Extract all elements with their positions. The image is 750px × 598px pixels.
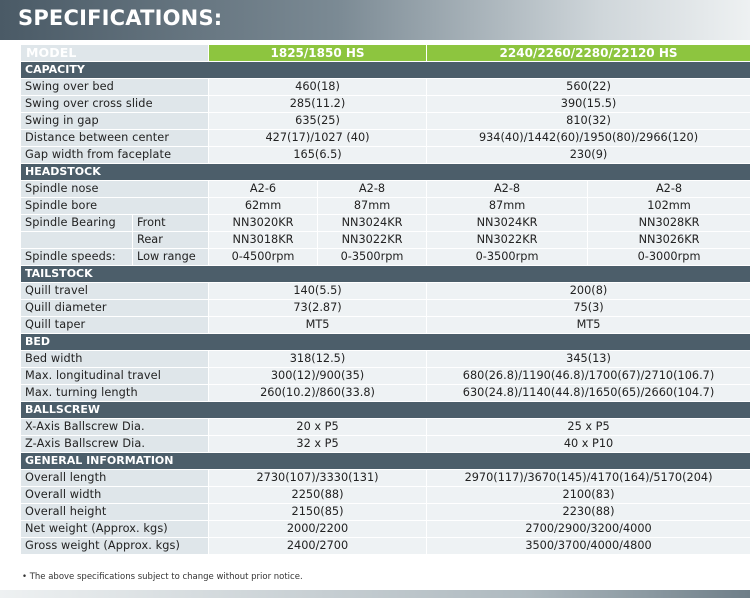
section-heading: BED — [21, 334, 750, 351]
row-label: Quill taper — [21, 317, 209, 334]
value-cell: NN3018KR — [209, 232, 318, 249]
value-col1: 2000/2200 — [209, 521, 427, 538]
table-row — [21, 232, 750, 249]
row-label: Spindle speeds: — [21, 249, 133, 266]
model-header-row — [21, 45, 750, 62]
table-row — [21, 317, 750, 334]
model-label: MODEL — [21, 45, 209, 62]
value-cell: NN3026KR — [588, 232, 750, 249]
table-row — [21, 521, 750, 538]
value-col2: MT5 — [427, 317, 750, 334]
row-sublabel: Rear — [133, 232, 209, 249]
value-cell: NN3024KR — [427, 215, 588, 232]
value-col2: 25 x P5 — [427, 419, 750, 436]
value-col1: 635(25) — [209, 113, 427, 130]
value-col2: 2100(83) — [427, 487, 750, 504]
value-col1: 20 x P5 — [209, 419, 427, 436]
value-cell: A2-8 — [588, 181, 750, 198]
row-label: Bed width — [21, 351, 209, 368]
value-col1: 2250(88) — [209, 487, 427, 504]
row-label: X-Axis Ballscrew Dia. — [21, 419, 209, 436]
value-col2: 3500/3700/4000/4800 — [427, 538, 750, 555]
value-col1: 427(17)/1027 (40) — [209, 130, 427, 147]
table-row — [21, 300, 750, 317]
value-col1: 260(10.2)/860(33.8) — [209, 385, 427, 402]
table-row — [21, 436, 750, 453]
section-heading-row — [21, 402, 750, 419]
value-col2: 40 x P10 — [427, 436, 750, 453]
table-row — [21, 385, 750, 402]
section-heading-row — [21, 334, 750, 351]
section-heading: GENERAL INFORMATION — [21, 453, 750, 470]
row-label: Swing in gap — [21, 113, 209, 130]
value-cell: 87mm — [427, 198, 588, 215]
value-cell: NN3022KR — [318, 232, 427, 249]
value-cell: 0-3500rpm — [318, 249, 427, 266]
value-col1: 2150(85) — [209, 504, 427, 521]
row-label: Quill travel — [21, 283, 209, 300]
table-row — [21, 181, 750, 198]
section-heading: HEADSTOCK — [21, 164, 750, 181]
value-cell: A2-6 — [209, 181, 318, 198]
value-cell: 0-3500rpm — [427, 249, 588, 266]
value-col1: 2730(107)/3330(131) — [209, 470, 427, 487]
value-col1: 165(6.5) — [209, 147, 427, 164]
row-label: Max. longitudinal travel — [21, 368, 209, 385]
table-row — [21, 147, 750, 164]
value-col2: 2970(117)/3670(145)/4170(164)/5170(204) — [427, 470, 750, 487]
value-col1: 285(11.2) — [209, 96, 427, 113]
table-row — [21, 249, 750, 266]
value-cell: 102mm — [588, 198, 750, 215]
value-cell: 87mm — [318, 198, 427, 215]
table-row — [21, 419, 750, 436]
section-heading-row — [21, 266, 750, 283]
table-row — [21, 351, 750, 368]
row-label: Overall width — [21, 487, 209, 504]
page-title: SPECIFICATIONS: — [18, 6, 223, 30]
table-row — [21, 96, 750, 113]
value-cell: 62mm — [209, 198, 318, 215]
value-cell: 0-3000rpm — [588, 249, 750, 266]
row-label: Distance between center — [21, 130, 209, 147]
value-col2: 390(15.5) — [427, 96, 750, 113]
model-col1: 1825/1850 HS — [209, 45, 427, 62]
value-col2: 630(24.8)/1140(44.8)/1650(65)/2660(104.7) — [427, 385, 750, 402]
value-col2: 200(8) — [427, 283, 750, 300]
value-col1: 318(12.5) — [209, 351, 427, 368]
spec-table — [20, 44, 750, 555]
value-cell: NN3020KR — [209, 215, 318, 232]
value-col1: 140(5.5) — [209, 283, 427, 300]
section-heading: TAILSTOCK — [21, 266, 750, 283]
row-label: Max. turning length — [21, 385, 209, 402]
row-label: Spindle bore — [21, 198, 209, 215]
value-col2: 230(9) — [427, 147, 750, 164]
table-row — [21, 79, 750, 96]
table-row — [21, 113, 750, 130]
row-label: Swing over bed — [21, 79, 209, 96]
row-label: Gross weight (Approx. kgs) — [21, 538, 209, 555]
table-row — [21, 368, 750, 385]
section-heading-row — [21, 164, 750, 181]
value-col2: 2700/2900/3200/4000 — [427, 521, 750, 538]
value-cell: A2-8 — [427, 181, 588, 198]
row-label: Z-Axis Ballscrew Dia. — [21, 436, 209, 453]
table-row — [21, 538, 750, 555]
row-sublabel: Front — [133, 215, 209, 232]
row-sublabel: Low range — [133, 249, 209, 266]
section-heading: BALLSCREW — [21, 402, 750, 419]
row-label: Overall height — [21, 504, 209, 521]
row-label: Gap width from faceplate — [21, 147, 209, 164]
row-label: Quill diameter — [21, 300, 209, 317]
value-col2: 810(32) — [427, 113, 750, 130]
table-row — [21, 504, 750, 521]
value-col2: 680(26.8)/1190(46.8)/1700(67)/2710(106.7) — [427, 368, 750, 385]
value-col1: MT5 — [209, 317, 427, 334]
table-row — [21, 283, 750, 300]
footnote: • The above specifications subject to change without prior notice. — [22, 572, 303, 582]
table-row — [21, 198, 750, 215]
value-col1: 32 x P5 — [209, 436, 427, 453]
value-col1: 73(2.87) — [209, 300, 427, 317]
table-row — [21, 487, 750, 504]
section-heading-row — [21, 62, 750, 79]
value-col1: 460(18) — [209, 79, 427, 96]
row-label: Net weight (Approx. kgs) — [21, 521, 209, 538]
value-col1: 300(12)/900(35) — [209, 368, 427, 385]
row-label: Swing over cross slide — [21, 96, 209, 113]
row-label — [21, 232, 133, 249]
section-heading: CAPACITY — [21, 62, 750, 79]
model-col2: 2240/2260/2280/22120 HS — [427, 45, 750, 62]
value-cell: 0-4500rpm — [209, 249, 318, 266]
value-col2: 75(3) — [427, 300, 750, 317]
row-label: Overall length — [21, 470, 209, 487]
value-col1: 2400/2700 — [209, 538, 427, 555]
value-col2: 934(40)/1442(60)/1950(80)/2966(120) — [427, 130, 750, 147]
section-heading-row — [21, 453, 750, 470]
table-row — [21, 470, 750, 487]
table-row — [21, 215, 750, 232]
table-row — [21, 130, 750, 147]
bottom-band — [0, 590, 750, 598]
value-col2: 560(22) — [427, 79, 750, 96]
value-cell: A2-8 — [318, 181, 427, 198]
value-col2: 2230(88) — [427, 504, 750, 521]
value-col2: 345(13) — [427, 351, 750, 368]
value-cell: NN3022KR — [427, 232, 588, 249]
row-label: Spindle Bearing — [21, 215, 133, 232]
row-label: Spindle nose — [21, 181, 209, 198]
value-cell: NN3024KR — [318, 215, 427, 232]
value-cell: NN3028KR — [588, 215, 750, 232]
